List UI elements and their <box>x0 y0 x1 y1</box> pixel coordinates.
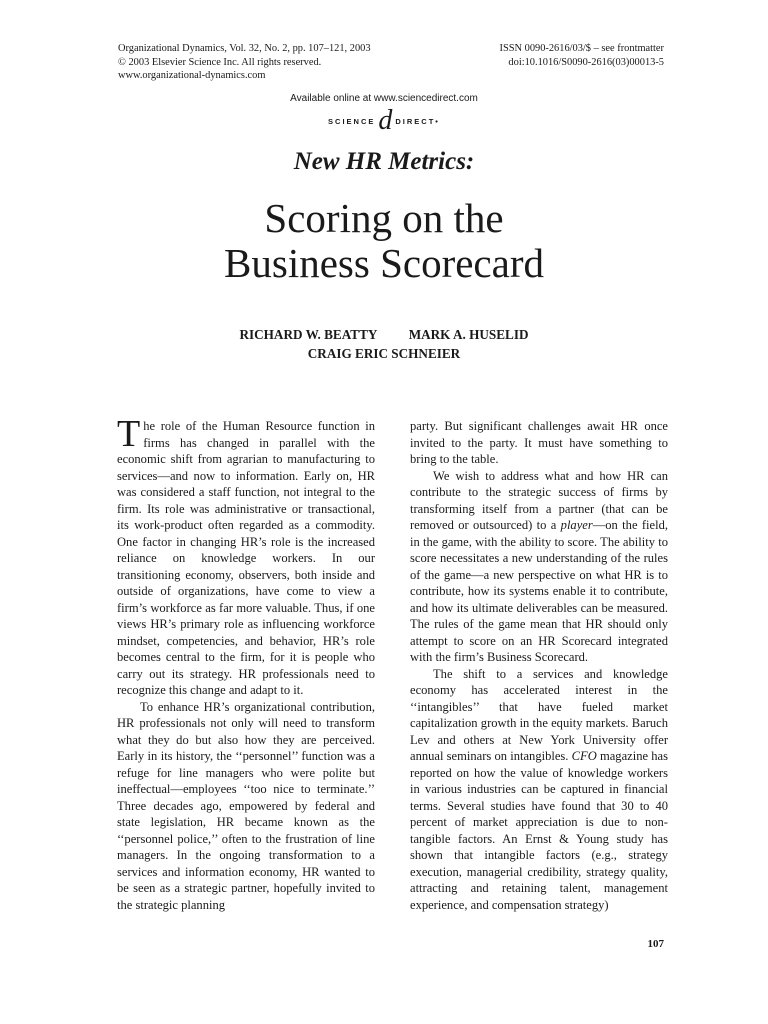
article-identifiers <box>500 42 665 69</box>
sciencedirect-logo <box>0 106 768 136</box>
journal-citation <box>118 42 371 83</box>
title-line-2: Business Scorecard <box>224 240 544 286</box>
availability-note: Available online at www.sciencedirect.com <box>290 93 478 104</box>
paragraph: party. But significant challenges await HR once invited to the party. It must have something to bring to the table. <box>410 419 668 466</box>
logo-mark-icon: d <box>378 105 393 136</box>
article-title <box>0 196 768 286</box>
journal-line: Organizational Dynamics, Vol. 32, No. 2, pp. 107–121, 2003 <box>118 43 371 54</box>
doi-line: doi:10.1016/S0090-2616(03)00013-5 <box>508 56 664 68</box>
paragraph-text: he role of the Human Resource function in firms has changed in parallel with the economic shift from agrarian to manufacturing to services—and now to information. Early on, HR was considered a staff function, not integral to the firm. Its role was administrative or transactional, its work-product often regarded as a commodity. One factor in changing HR’s role is the increased reliance on knowledge workers. In our transitioning economy, observers, both inside and outside of organizations, have come to view a firm’s workforce as far more valuable. Thus, if one views HR’s primary role as influencing workforce mindset, competencies, and behavior, HR’s role becomes central to the firm, for it is people who carry out its strategy. HR professionals need to recognize this change and adapt to it. <box>117 419 375 697</box>
emphasis-player: player <box>560 518 593 532</box>
paragraph: The shift to a services and knowledge economy has accelerated interest in the ‘‘intangibles’’ that have fueled market capitalization growth in the equity markets. Baruch Lev and others at New York University offer annual seminars on intangibles. CFO magazine has reported on how the value of knowledge workers in various industries can be captured in financial terms. Several studies have found that 30 to 40 percent of market appreciation is due to non-tangible factors. An Ernst & Young study has shown that intangible factors (e.g., strategy execution, managerial credibility, strategy quality, attracting and retaining talent, management experience, and compensation strategy) <box>410 666 668 912</box>
emphasis-cfo: CFO <box>571 749 597 763</box>
title-line-1: Scoring on the <box>264 195 504 241</box>
paragraph <box>117 413 375 699</box>
issn-line: ISSN 0090-2616/03/$ – see frontmatter <box>499 43 664 54</box>
article-kicker: New HR Metrics: <box>293 148 475 175</box>
copyright-line: © 2003 Elsevier Science Inc. All rights reserved. <box>118 56 322 68</box>
drop-cap: T <box>117 413 141 455</box>
paragraph: We wish to address what and how HR can contribute to the strategic success of firms by transforming itself from a partner (that can be removed or outsourced) to a player—on the field, in the game, with the ability to score. The ability to score necessitates a new understanding of the rules of the game—a new perspective on what HR is to contribute, how its systems enable it to contribute, and how its ultimate deliverables can be measured. The rules of the game mean that HR should only attempt to score on an HR Scorecard integrated with the firm’s Business Scorecard. <box>410 468 668 664</box>
author-name: MARK A. HUSELID <box>408 327 529 342</box>
author-name: CRAIG ERIC SCHNEIER <box>307 346 461 361</box>
paragraph: To enhance HR’s organizational contribution, HR professionals not only will need to transform what they do but also how they are perceived. Early in its history, the ‘‘personnel’’ function was a refuge for line managers who were polite but ineffectual—employees ‘‘too nice to terminate.’’ Three decades ago, empowered by federal and state legislation, HR became known as the ‘‘personnel police,’’ often to the frustration of line managers. In the ongoing transformation to a services and information economy, HR wanted to be seen as a strategic partner, hopefully invited to the strategic planning <box>117 699 375 912</box>
logo-text-right: DIRECT• <box>395 116 440 126</box>
author-name: RICHARD W. BEATTY <box>239 327 378 342</box>
logo-text-left: SCIENCE <box>328 116 376 126</box>
body-column-right <box>410 418 668 913</box>
page-number: 107 <box>647 938 664 950</box>
journal-url: www.organizational-dynamics.com <box>118 70 266 81</box>
body-column-left <box>117 413 375 913</box>
author-list <box>0 325 768 363</box>
